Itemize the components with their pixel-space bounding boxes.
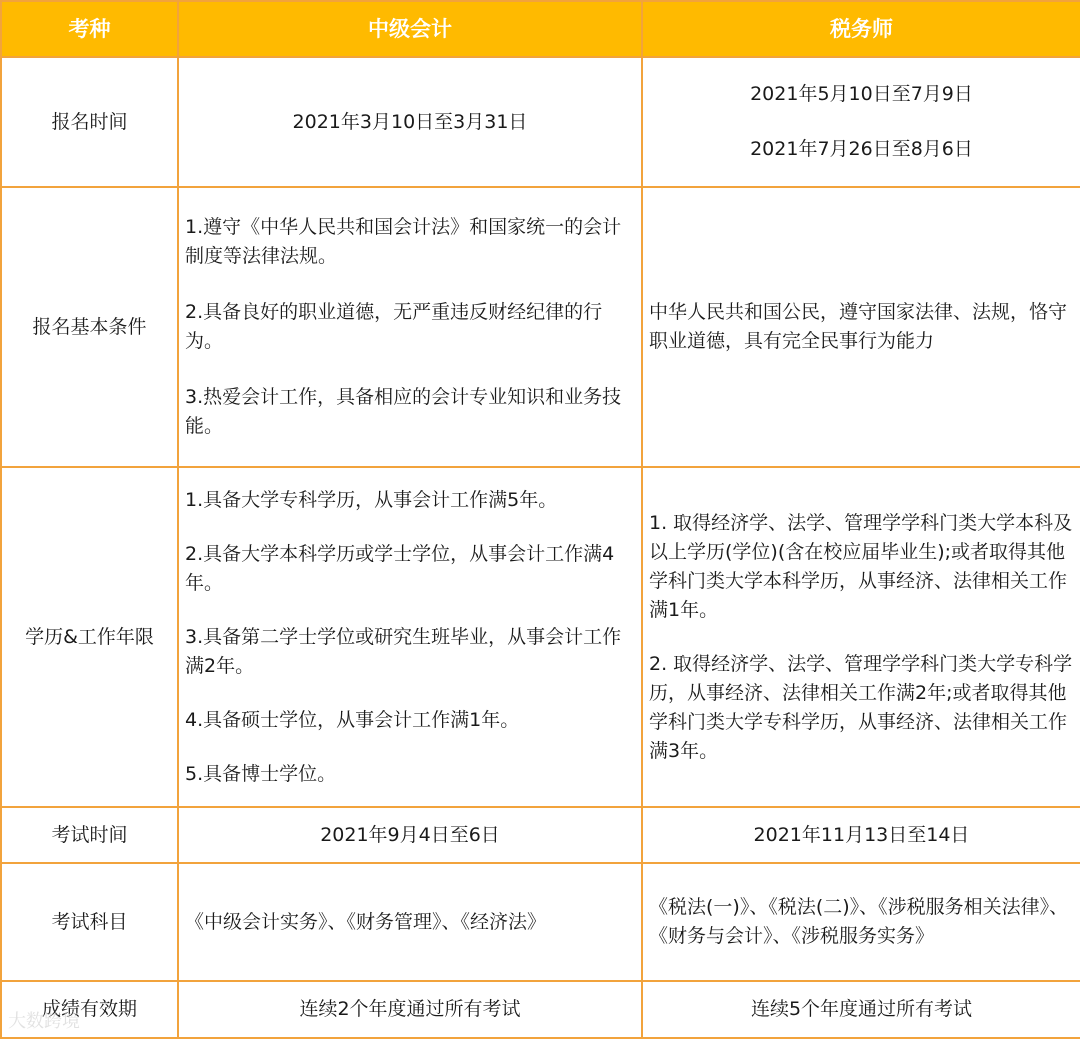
cell-text: 2.具备良好的职业道德，无严重违反财经纪律的行为。 xyxy=(185,301,603,352)
cell-text: 《税法(一)》、《税法(二)》、《涉税服务相关法律》、《财务与会计》、《涉税服务实务》 xyxy=(649,896,1069,947)
row-label: 考试科目 xyxy=(1,863,178,981)
accounting-cell xyxy=(178,807,642,863)
tax-cell xyxy=(642,863,1080,981)
cell-text: 4.具备硕士学位，从事会计工作满1年。 xyxy=(185,708,520,731)
cell-text: 2. 取得经济学、法学、管理学学科门类大学专科学历，从事经济、法律相关工作满2年;或者取得其他学科门类大学专科学历，从事经济、法律相关工作满3年。 xyxy=(649,652,1073,762)
accounting-cell xyxy=(178,467,642,807)
cell-text: 1.遵守《中华人民共和国会计法》和国家统一的会计制度等法律法规。 xyxy=(185,216,622,267)
cell-text: 中华人民共和国公民，遵守国家法律、法规，恪守职业道德，具有完全民事行为能力 xyxy=(649,301,1068,352)
table-row xyxy=(1,467,1080,807)
cell-text: 连续2个年度通过所有考试 xyxy=(299,998,521,1020)
table-row xyxy=(1,807,1080,863)
cell-text: 3.具备第二学士学位或研究生班毕业，从事会计工作满2年。 xyxy=(185,625,622,677)
row-label: 成绩有效期 xyxy=(1,981,178,1038)
tax-cell xyxy=(642,467,1080,807)
tax-cell xyxy=(642,57,1080,187)
row-label: 报名时间 xyxy=(1,57,178,187)
cell-text: 5.具备博士学位。 xyxy=(185,762,337,785)
header-intermediate-accounting: 中级会计 xyxy=(178,1,642,57)
cell-text: 连续5个年度通过所有考试 xyxy=(750,998,973,1020)
accounting-cell xyxy=(178,981,642,1038)
cell-text: 1.具备大学专科学历，从事会计工作满5年。 xyxy=(185,488,558,511)
cell-text: 《中级会计实务》、《财务管理》、《经济法》 xyxy=(185,910,547,933)
tax-cell xyxy=(642,981,1080,1038)
cell-text: 2021年5月10日至7月9日 xyxy=(750,83,973,105)
cell-text: 2021年9月4日至6日 xyxy=(320,823,500,846)
table-row xyxy=(1,187,1080,467)
row-label: 考试时间 xyxy=(1,807,178,863)
cell-text: 1. 取得经济学、法学、管理学学科门类大学本科及以上学历(学位)(含在校应届毕业生);或者取得其他学科门类大学本科学历，从事经济、法律相关工作满1年。 xyxy=(649,511,1073,621)
accounting-cell xyxy=(178,57,642,187)
cell-text: 3.热爱会计工作，具备相应的会计专业知识和业务技能。 xyxy=(185,386,622,437)
table-row xyxy=(1,981,1080,1038)
table-row xyxy=(1,57,1080,187)
accounting-cell xyxy=(178,863,642,981)
tax-cell xyxy=(642,807,1080,863)
accounting-cell xyxy=(178,187,642,467)
header-exam-type: 考种 xyxy=(1,1,178,57)
cell-text: 2021年3月10日至3月31日 xyxy=(292,110,528,133)
cell-text: 2021年7月26日至8月6日 xyxy=(750,138,973,160)
tax-cell xyxy=(642,187,1080,467)
table-row xyxy=(1,863,1080,981)
row-label: 报名基本条件 xyxy=(1,187,178,467)
cell-text: 2.具备大学本科学历或学士学位，从事会计工作满4年。 xyxy=(185,542,615,594)
cell-text: 2021年11月13日至14日 xyxy=(753,823,970,846)
header-row xyxy=(1,1,1080,57)
header-tax-agent: 税务师 xyxy=(642,1,1080,57)
row-label: 学历&工作年限 xyxy=(1,467,178,807)
watermark-logo: 大数跨境 xyxy=(8,1011,80,1032)
